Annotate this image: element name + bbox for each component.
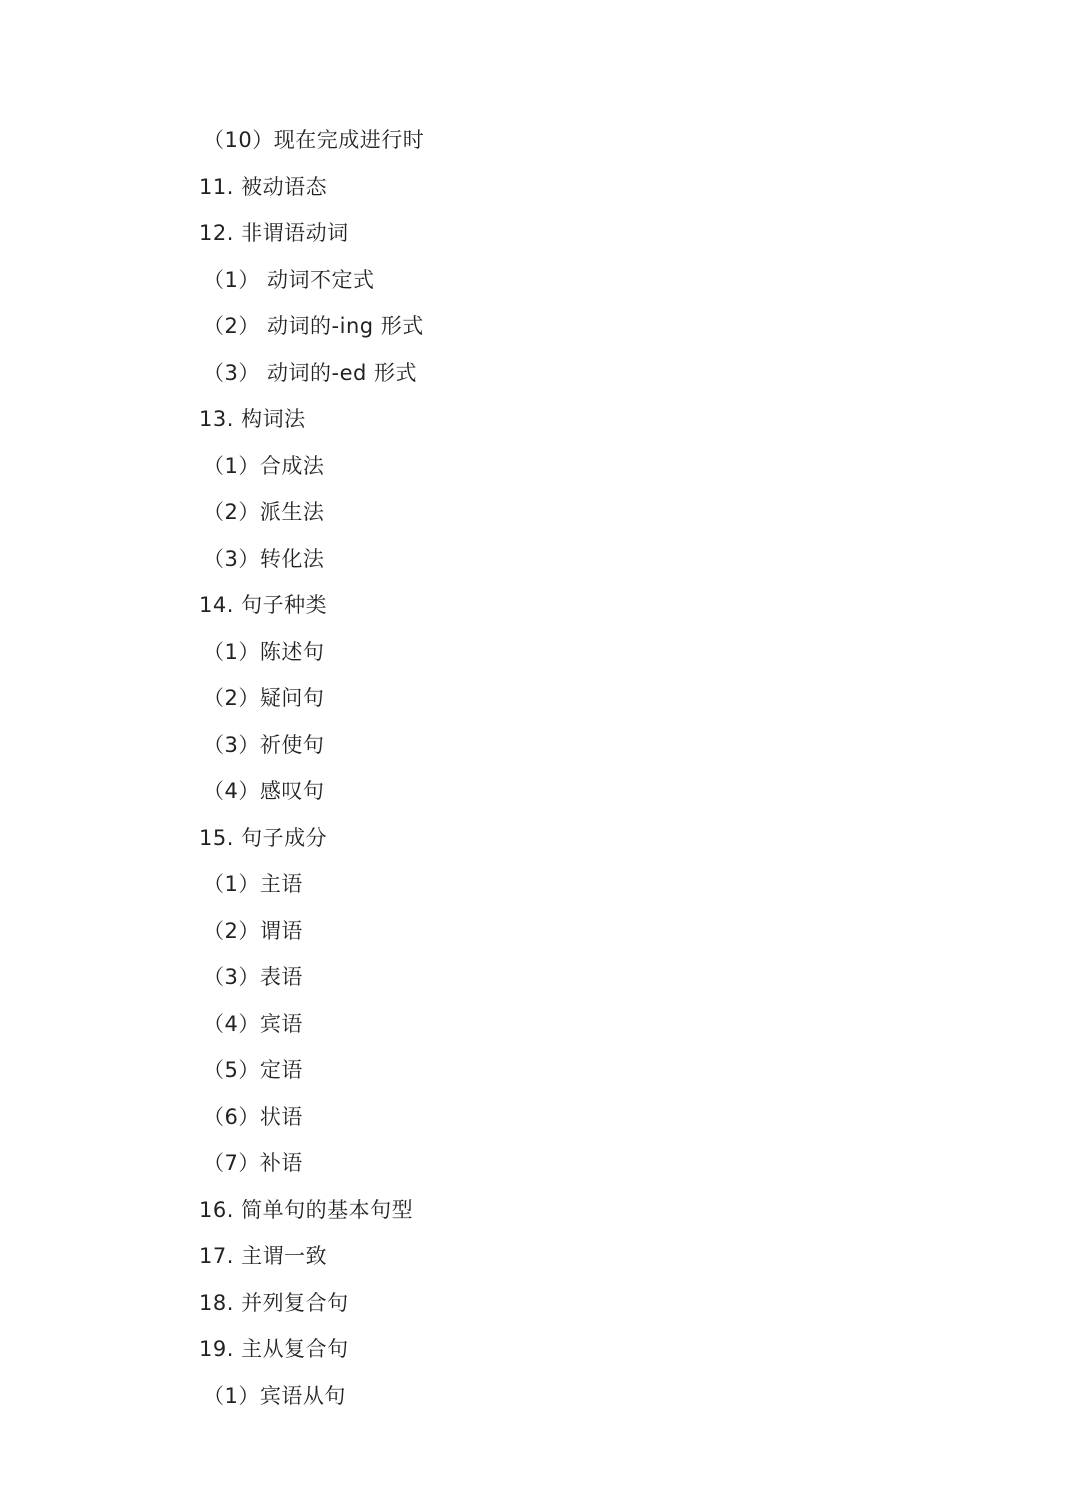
toc-item: （10）现在完成进行时: [203, 128, 425, 152]
toc-item: （3）转化法: [203, 546, 325, 571]
toc-item: （1）陈述句: [203, 639, 325, 664]
toc-item: （3）表语: [203, 965, 303, 989]
toc-item: （1）宾语从句: [203, 1383, 346, 1408]
toc-item: （1）主语: [203, 872, 303, 896]
toc-item: （2） 动词的-ing 形式: [203, 314, 424, 338]
toc-item: 11. 被动语态: [199, 174, 328, 199]
toc-item: （7）补语: [203, 1151, 303, 1175]
toc-item: （4）宾语: [203, 1011, 303, 1036]
table-of-contents: [199, 117, 424, 1419]
toc-item: 16. 简单句的基本句型: [199, 1197, 414, 1222]
toc-item: 18. 并列复合句: [199, 1290, 349, 1315]
toc-item: 13. 构词法: [199, 407, 306, 431]
toc-item: 17. 主谓一致: [199, 1244, 328, 1268]
toc-item: （6）状语: [203, 1104, 303, 1129]
toc-item: （1） 动词不定式: [203, 267, 375, 292]
toc-item: （1）合成法: [203, 453, 325, 478]
toc-item: 12. 非谓语动词: [199, 221, 349, 245]
toc-item: 15. 句子成分: [199, 825, 328, 850]
toc-item: （2）疑问句: [203, 686, 325, 710]
toc-item: （3）祈使句: [203, 732, 325, 757]
toc-item: （5）定语: [203, 1058, 303, 1082]
toc-item: 14. 句子种类: [199, 593, 328, 617]
toc-item: （3） 动词的-ed 形式: [203, 360, 418, 385]
toc-item: 19. 主从复合句: [199, 1337, 349, 1361]
toc-item: （4）感叹句: [203, 779, 325, 803]
toc-item: （2）派生法: [203, 500, 325, 524]
toc-item: （2）谓语: [203, 918, 303, 943]
